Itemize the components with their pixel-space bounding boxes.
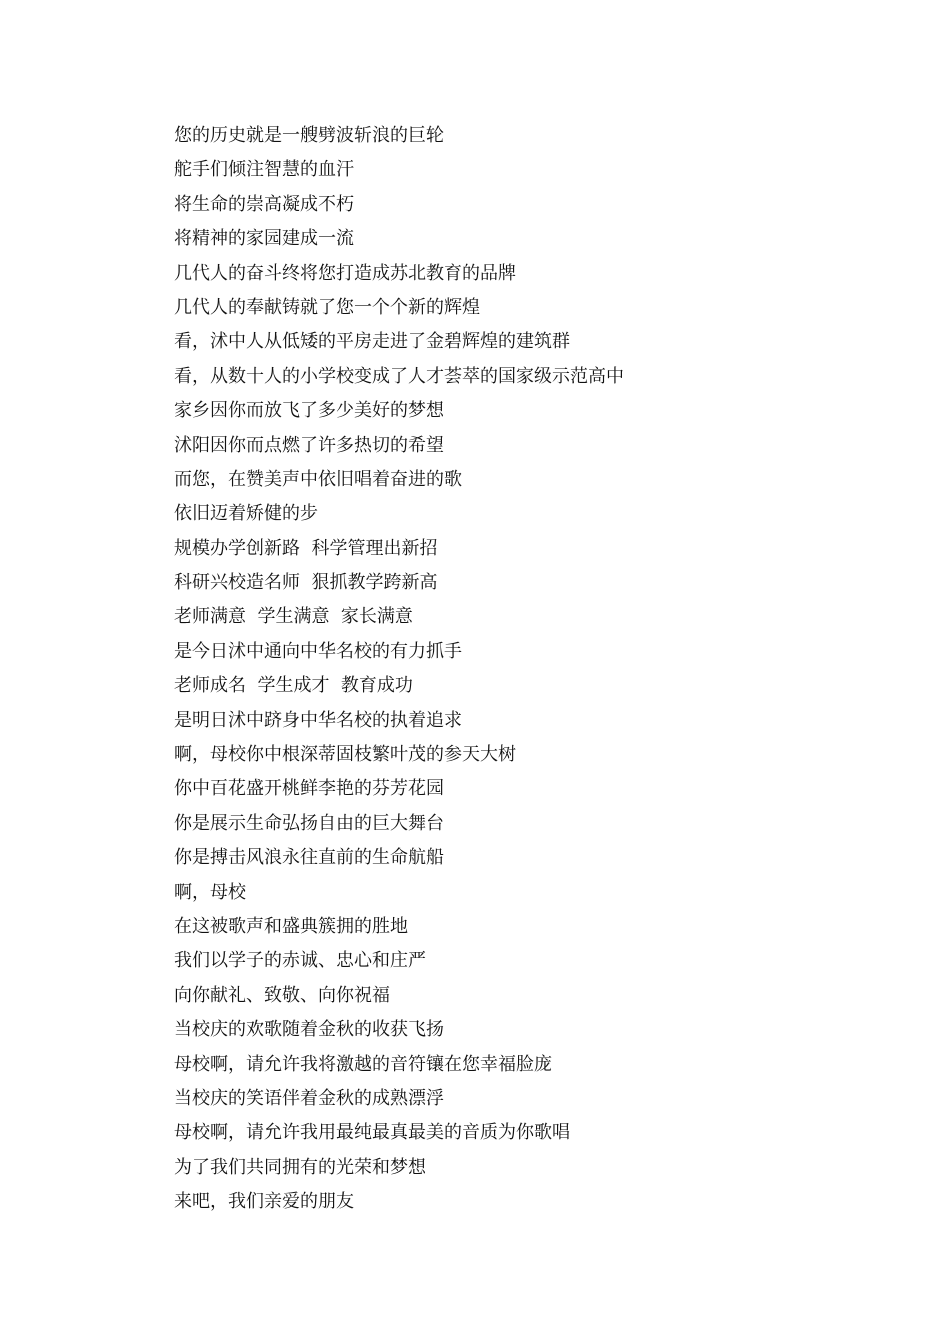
poem-line: 你是搏击风浪永往直前的生命航船 bbox=[174, 847, 444, 869]
poem-line: 啊，母校你中根深蒂固枝繁叶茂的参天大树 bbox=[174, 744, 516, 766]
poem-line: 几代人的奉献铸就了您一个个新的辉煌 bbox=[174, 296, 480, 318]
poem-line: 规模办学创新路 科学管理出新招 bbox=[174, 537, 438, 559]
poem-line: 来吧，我们亲爱的朋友 bbox=[174, 1191, 354, 1213]
poem-text bbox=[174, 119, 874, 1220]
poem-line: 你中百花盛开桃鲜李艳的芬芳花园 bbox=[174, 778, 444, 800]
poem-line: 是明日沭中跻身中华名校的执着追求 bbox=[174, 709, 462, 731]
poem-line: 将生命的崇高凝成不朽 bbox=[174, 193, 354, 215]
poem-line: 舵手们倾注智慧的血汗 bbox=[174, 159, 354, 181]
poem-line: 看，沭中人从低矮的平房走进了金碧辉煌的建筑群 bbox=[174, 331, 570, 353]
poem-line: 您的历史就是一艘劈波斩浪的巨轮 bbox=[174, 125, 444, 146]
poem-line: 老师成名 学生成才 教育成功 bbox=[174, 675, 413, 697]
poem-line: 在这被歌声和盛典簇拥的胜地 bbox=[174, 915, 408, 937]
poem-line: 几代人的奋斗终将您打造成苏北教育的品牌 bbox=[174, 262, 516, 284]
poem-line: 母校啊，请允许我用最纯最真最美的音质为你歌唱 bbox=[174, 1122, 570, 1144]
poem-line: 啊，母校 bbox=[174, 881, 246, 903]
poem-line: 依旧迈着矫健的步 bbox=[174, 503, 318, 525]
poem-line: 看，从数十人的小学校变成了人才荟萃的国家级示范高中 bbox=[174, 365, 624, 387]
poem-line: 母校啊，请允许我将激越的音符镶在您幸福脸庞 bbox=[174, 1053, 552, 1075]
poem-line: 沭阳因你而点燃了许多热切的希望 bbox=[174, 434, 444, 456]
poem-line: 当校庆的欢歌随着金秋的收获飞扬 bbox=[174, 1019, 444, 1041]
poem-line: 科研兴校造名师 狠抓教学跨新高 bbox=[174, 572, 438, 594]
poem-line: 是今日沭中通向中华名校的有力抓手 bbox=[174, 640, 462, 662]
poem-line: 我们以学子的赤诚、忠心和庄严 bbox=[174, 950, 426, 972]
poem-line: 当校庆的笑语伴着金秋的成熟漂浮 bbox=[174, 1087, 444, 1109]
poem-line: 老师满意 学生满意 家长满意 bbox=[174, 606, 413, 628]
poem-line: 为了我们共同拥有的光荣和梦想 bbox=[174, 1156, 426, 1178]
poem-line: 你是展示生命弘扬自由的巨大舞台 bbox=[174, 812, 444, 834]
poem-line: 而您，在赞美声中依旧唱着奋进的歌 bbox=[174, 468, 462, 490]
poem-line: 向你献礼、致敬、向你祝福 bbox=[174, 984, 390, 1006]
poem-line: 家乡因你而放飞了多少美好的梦想 bbox=[174, 400, 444, 422]
poem-line: 将精神的家园建成一流 bbox=[174, 228, 354, 250]
